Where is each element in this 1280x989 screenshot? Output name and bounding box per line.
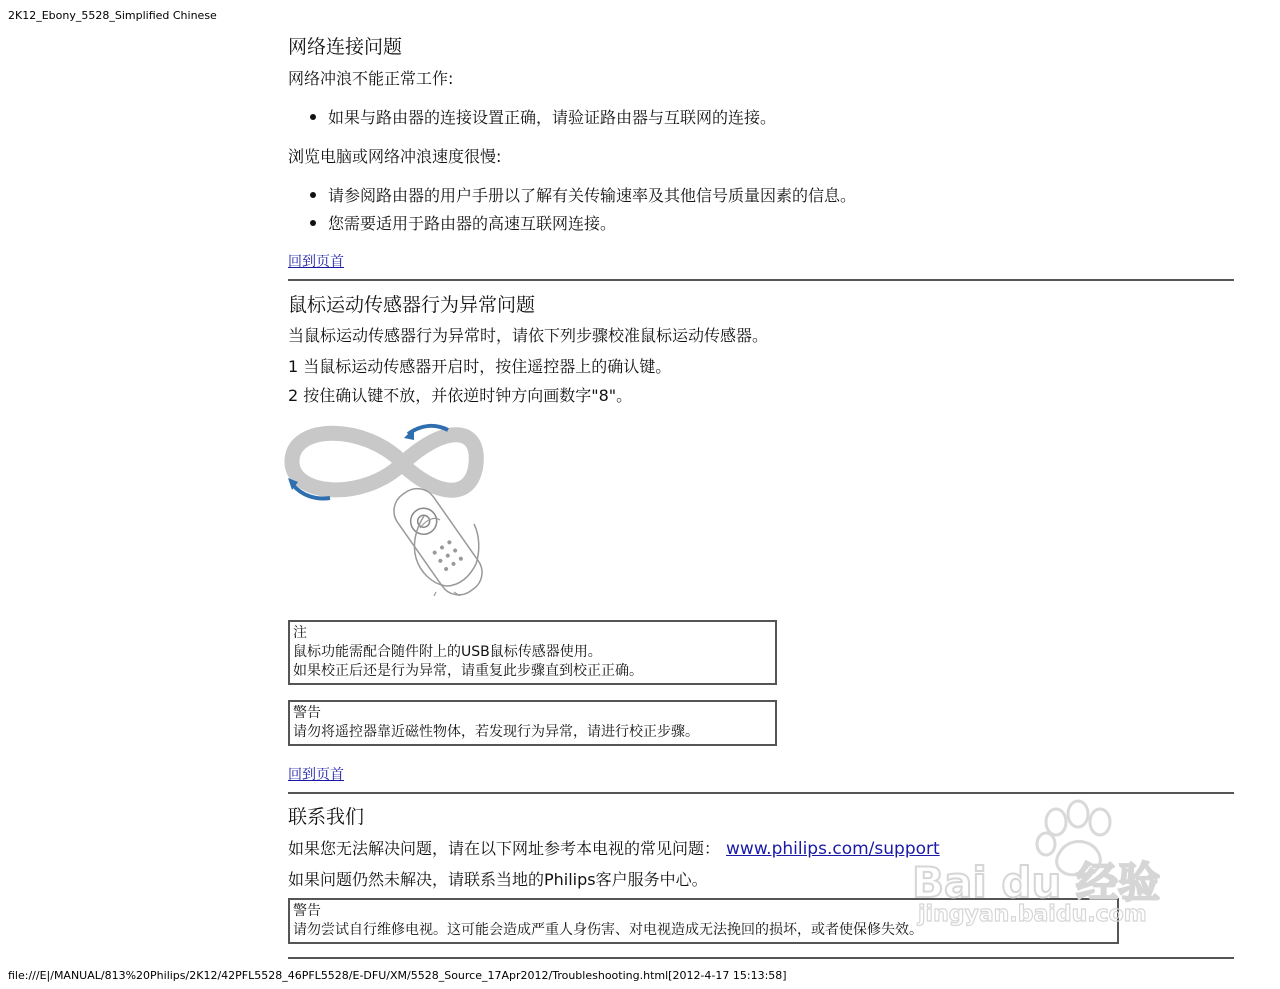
note-title: 注 — [293, 625, 307, 641]
warning-title: 警告 — [293, 705, 321, 721]
page-footer: file:///E|/MANUAL/813%20Philips/2K12/42PFL5528_46PFL5528/E-DFU/XM/5528_Source_17Apr2012/Troubleshooting.html[2012-4-17 15:13:58] — [8, 969, 787, 982]
mouse-section-title: 鼠标运动传感器行为异常问题 — [288, 294, 536, 316]
warning-line: 请勿尝试自行维修电视。这可能会造成严重人身伤害、对电视造成无法挽回的损坏，或者使保修失效。 — [293, 922, 923, 938]
section-divider — [288, 279, 1234, 281]
list-item — [310, 183, 856, 206]
list-item-text: 如果与路由器的连接设置正确，请验证路由器与互联网的连接。 — [328, 108, 777, 127]
note-line: 如果校正后还是行为异常，请重复此步骤直到校正正确。 — [293, 663, 643, 679]
warning-line: 请勿将遥控器靠近磁性物体，若发现行为异常，请进行校正步骤。 — [293, 724, 699, 740]
watermark-brand: Bai du 经验 — [912, 858, 1160, 907]
section-divider — [288, 957, 1234, 959]
list-item — [310, 105, 776, 128]
contact-line-1 — [288, 836, 940, 859]
support-link[interactable]: www.philips.com/support — [726, 839, 940, 859]
network-question-1: 网络冲浪不能正常工作: — [288, 69, 454, 88]
contact-section-title: 联系我们 — [288, 806, 365, 828]
back-to-top-link[interactable]: 回到页首 — [288, 767, 344, 783]
note-line: 鼠标功能需配合随件附上的USB鼠标传感器使用。 — [293, 644, 602, 660]
infinity-path-icon — [292, 433, 476, 490]
network-question-2: 浏览电脑或网络冲浪速度很慢: — [288, 147, 502, 166]
note-box — [288, 620, 777, 685]
bullet-icon — [310, 192, 316, 198]
warning-title: 警告 — [293, 903, 321, 919]
baidu-watermark — [878, 790, 1208, 940]
bullet-icon — [310, 114, 316, 120]
bullet-icon — [310, 220, 316, 226]
mouse-step-2: 2 按住确认键不放，并依逆时钟方向画数字"8"。 — [288, 386, 633, 405]
watermark-url: jingyan.baidu.com — [918, 902, 1147, 927]
network-section-title: 网络连接问题 — [288, 36, 403, 58]
contact-line-2: 如果问题仍然未解决，请联系当地的Philips客户服务中心。 — [288, 870, 708, 889]
list-item-text: 您需要适用于路由器的高速互联网连接。 — [328, 214, 617, 233]
contact-line-1-text: 如果您无法解决问题，请在以下网址参考本电视的常见问题： — [288, 839, 721, 858]
remote-control-icon — [386, 481, 490, 596]
mouse-step-1: 1 当鼠标运动传感器开启时，按住遥控器上的确认键。 — [288, 357, 672, 376]
figure-eight-gesture-illustration — [284, 416, 524, 596]
mouse-intro: 当鼠标运动传感器行为异常时，请依下列步骤校准鼠标运动传感器。 — [288, 326, 769, 345]
back-to-top-link[interactable]: 回到页首 — [288, 254, 344, 270]
list-item-text: 请参阅路由器的用户手册以了解有关传输速率及其他信号质量因素的信息。 — [328, 186, 857, 205]
page-header: 2K12_Ebony_5528_Simplified Chinese — [8, 9, 217, 22]
list-item — [310, 211, 616, 234]
warning-box — [288, 700, 777, 746]
